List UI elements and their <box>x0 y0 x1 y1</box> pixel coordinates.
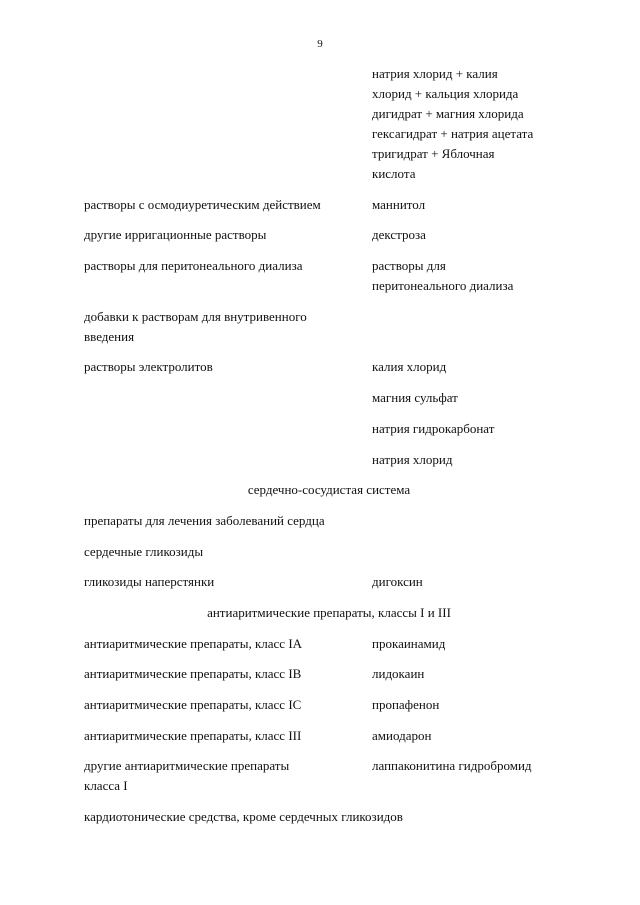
group-cell <box>84 419 372 439</box>
drug-cell: лаппаконитина гидробромид <box>372 758 532 774</box>
solutions-block <box>84 64 574 470</box>
cardiac-block <box>84 511 574 592</box>
table-row <box>84 726 574 746</box>
group-cell: другие антиаритмические препараты класса I <box>84 758 290 794</box>
section-heading-antiarrhythmic: антиаритмические препараты, классы I и III <box>207 604 451 620</box>
table-row <box>84 511 574 531</box>
drug-cell: маннитол <box>372 196 426 212</box>
table-row <box>84 572 574 592</box>
table-row <box>84 450 574 470</box>
group-cell <box>84 450 372 470</box>
table-row <box>84 256 574 296</box>
antiarrhythmic-block <box>84 634 574 797</box>
group-cell: сердечные гликозиды <box>84 543 204 559</box>
table-row <box>84 225 574 245</box>
drug-cell: прокаинамид <box>372 635 446 651</box>
group-cell: антиаритмические препараты, класс IC <box>84 697 302 712</box>
table-row <box>84 756 574 796</box>
page-number: 9 <box>317 38 323 50</box>
group-cell: гликозиды наперстянки <box>84 574 215 590</box>
table-row <box>84 664 574 684</box>
drug-cell: калия хлорид <box>372 359 447 375</box>
group-cell: растворы с осмодиуретическим действием <box>84 196 321 212</box>
table-row <box>84 419 574 439</box>
drug-cell: растворы для перитонеального диализа <box>372 258 514 294</box>
group-cell: антиаритмические препараты, класс III <box>84 727 302 743</box>
group-cell: препараты для лечения заболеваний сердца <box>84 512 325 528</box>
drug-cell: магния сульфат <box>372 390 458 406</box>
drug-cell: натрия гидрокарбонат <box>372 420 495 436</box>
table-row <box>84 64 574 184</box>
table-row <box>84 388 574 408</box>
group-cell: антиаритмические препараты, класс IA <box>84 635 303 651</box>
table-row <box>84 695 574 715</box>
drug-cell <box>372 307 574 347</box>
group-cell: антиаритмические препараты, класс IB <box>84 666 302 682</box>
drug-cell <box>372 542 574 562</box>
drug-cell <box>372 511 574 531</box>
drug-cell: натрия хлорид + калия хлорид + кальция хлорида дигидрат + магния хлорида гексагидрат + натрия ацетата тригидрат + Яблочная кислота <box>372 66 534 181</box>
drug-cell: пропафенон <box>372 697 440 712</box>
table-row <box>84 357 574 377</box>
last-line: кардиотонические средства, кроме сердечных гликозидов <box>84 809 403 825</box>
drug-cell: лидокаин <box>372 666 425 682</box>
table-row <box>84 307 574 347</box>
section-heading-cardiovascular: сердечно-сосудистая система <box>247 482 411 498</box>
group-cell: добавки к растворам для внутривенного введения <box>84 308 307 344</box>
table-row <box>84 195 574 215</box>
drug-cell: натрия хлорид <box>372 451 453 467</box>
group-cell: растворы для перитонеального диализа <box>84 258 303 274</box>
drug-cell: декстроза <box>372 227 426 243</box>
group-cell: другие ирригационные растворы <box>84 227 267 243</box>
drug-cell: амиодарон <box>372 727 432 743</box>
group-cell: растворы электролитов <box>84 359 213 375</box>
document-body <box>84 64 574 838</box>
table-row <box>84 542 574 562</box>
table-row <box>84 634 574 654</box>
drug-cell: дигоксин <box>372 574 423 590</box>
group-cell <box>84 388 372 408</box>
group-cell <box>84 64 372 184</box>
